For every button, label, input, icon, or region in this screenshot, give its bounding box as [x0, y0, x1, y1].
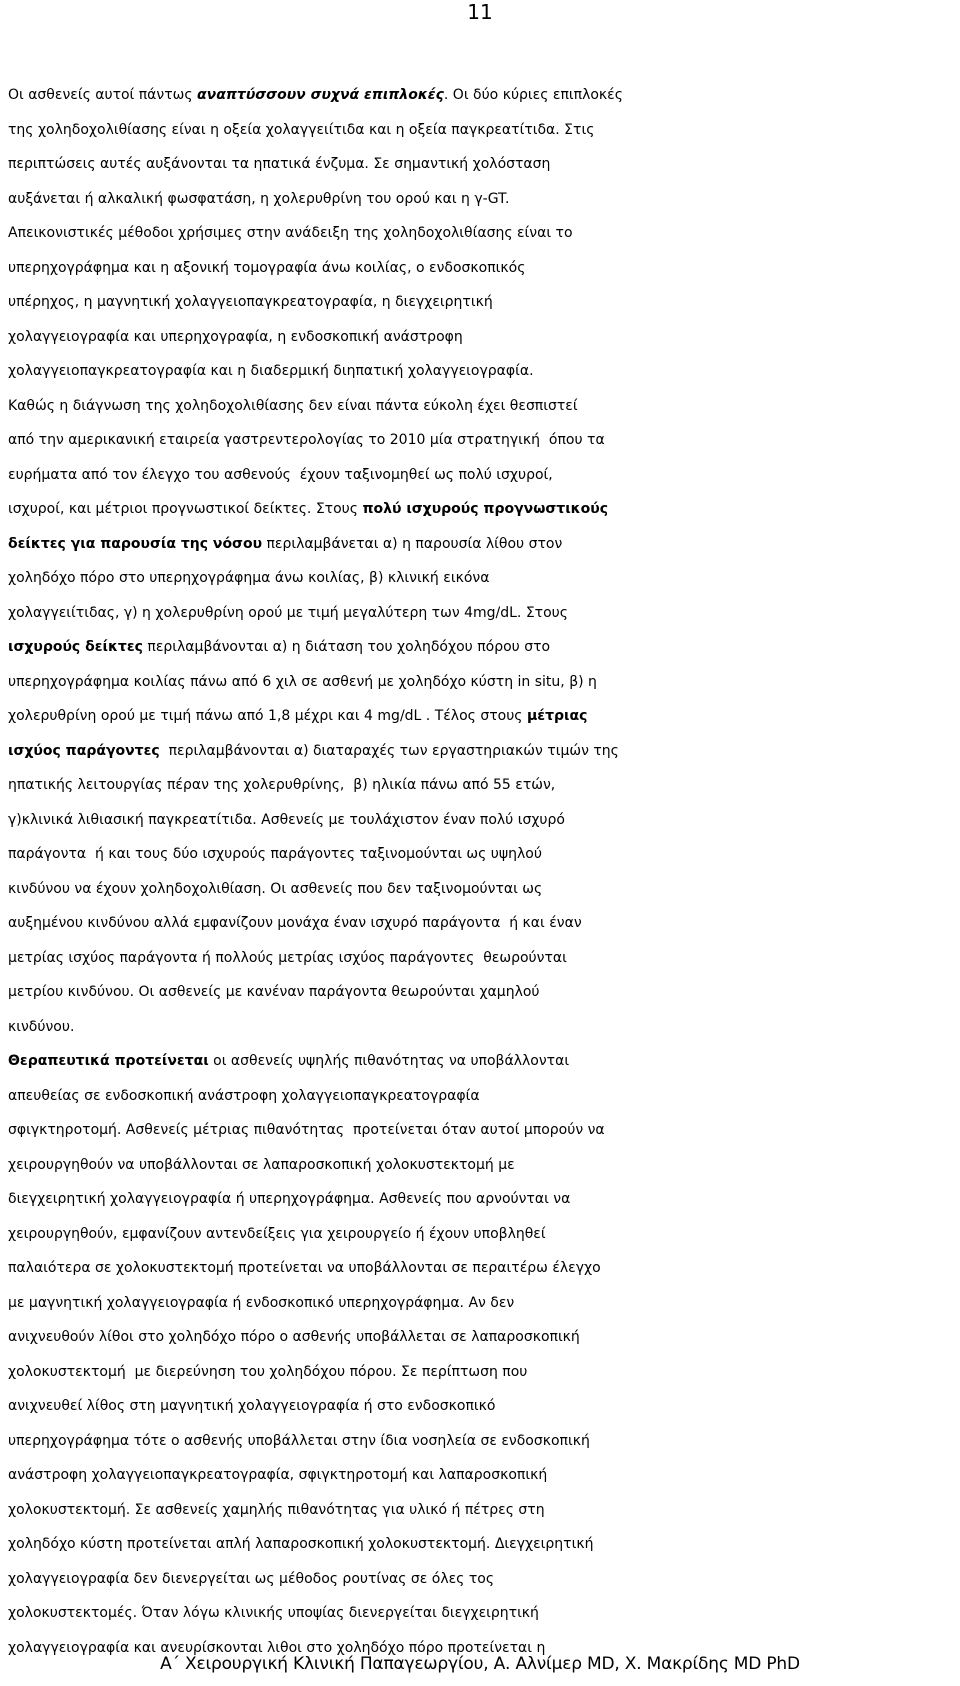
text-segment: κινδύνου να έχουν χοληδοχολιθίαση. Οι ασθενείς που δεν ταξινομούνται ως — [8, 880, 543, 897]
emphasized-text: αναπτύσσουν συχνά επιπλοκές — [197, 87, 444, 103]
text-line — [8, 1148, 960, 1183]
text-line — [8, 803, 960, 838]
text-segment: χολαγγειογραφία δεν διενεργείται ως μέθοδος ρουτίνας σε όλες τος — [8, 1570, 495, 1587]
text-segment: της χοληδοχολιθίασης είναι η οξεία χολαγγειίτιδα και η οξεία παγκρεατίτιδα. Στις — [8, 121, 595, 138]
text-line — [8, 699, 960, 734]
text-segment: χολαγγειοπαγκρεατογραφία και η διαδερμική διηπατική χολαγγειογραφία. — [8, 363, 534, 379]
text-segment: αυξάνεται ή αλκαλική φωσφατάση, η χολερυθρίνη του ορού και η γ-GT. — [8, 190, 510, 207]
text-line — [8, 527, 960, 562]
text-segment: χοληδόχο πόρο στο υπερηχογράφημα άνω κοιλίας, β) κλινική εικόνα — [8, 570, 490, 586]
text-line — [8, 630, 960, 665]
text-line — [8, 1493, 960, 1528]
text-segment: διεγχειρητική χολαγγειογραφία ή υπερηχογράφημα. Ασθενείς που αρνούνται να — [8, 1191, 571, 1207]
text-segment: Απεικονιστικές μέθοδοι χρήσιμες στην ανάδειξη της χοληδοχολιθίασης είναι το — [8, 225, 573, 241]
text-segment: παλαιότερα σε χολοκυστεκτομή προτείνεται να υποβάλλονται σε περαιτέρω έλεγχο — [8, 1260, 601, 1276]
text-line — [8, 1113, 960, 1148]
text-line — [8, 389, 960, 424]
text-line — [8, 251, 960, 286]
text-segment: με μαγνητική χολαγγειογραφία ή ενδοσκοπικό υπερηχογράφημα. Αν δεν — [8, 1294, 515, 1311]
text-line — [8, 1596, 960, 1631]
page-number: 11 — [467, 0, 493, 24]
text-line — [8, 182, 960, 217]
emphasized-text: Θεραπευτικά προτείνεται — [8, 1053, 209, 1069]
text-segment: περιπτώσεις αυτές αυξάνονται τα ηπατικά ένζυμα. Σε σημαντική χολόσταση — [8, 156, 551, 172]
text-segment: κινδύνου. — [8, 1018, 75, 1035]
text-line — [8, 113, 960, 148]
text-segment: χολαγγειογραφία και ανευρίσκονται λιθοι στο χοληδόχο πόρο προτείνεται η — [8, 1639, 546, 1656]
emphasized-text: μέτριας — [526, 708, 588, 724]
text-line — [8, 1286, 960, 1321]
text-line — [8, 1217, 960, 1252]
text-line — [8, 1010, 960, 1045]
text-line — [8, 78, 960, 113]
text-line — [8, 1424, 960, 1459]
text-segment: χολοκυστεκτομή με διερεύνηση του χοληδόχου πόρου. Σε περίπτωση που — [8, 1363, 528, 1380]
text-line — [8, 1389, 960, 1424]
text-line — [8, 354, 960, 389]
text-line — [8, 1182, 960, 1217]
text-line — [8, 1320, 960, 1355]
text-line — [8, 216, 960, 251]
text-line — [8, 285, 960, 320]
text-line — [8, 872, 960, 907]
text-segment: Οι ασθενείς αυτοί πάντως — [8, 87, 198, 103]
text-segment: ανάστροφη χολαγγειοπαγκρεατογραφία, σφιγκτηροτομή και λαπαροσκοπική — [8, 1467, 548, 1483]
text-segment: μετρίου κινδύνου. Οι ασθενείς με κανέναν παράγοντα θεωρούνται χαμηλού — [8, 984, 540, 1000]
text-line — [8, 492, 960, 527]
text-segment: ανιχνευθούν λίθοι στο χοληδόχο πόρο ο ασθενής υποβάλλεται σε λαπαροσκοπική — [8, 1329, 580, 1345]
text-line — [8, 458, 960, 493]
text-line — [8, 1079, 960, 1114]
text-segment: οι ασθενείς υψηλής πιθανότητας να υποβάλλονται — [208, 1053, 570, 1069]
text-line — [8, 1251, 960, 1286]
text-segment: σφιγκτηροτομή. Ασθενείς μέτριας πιθανότητας προτείνεται όταν αυτοί μπορούν να — [8, 1122, 605, 1138]
text-segment: χολοκυστεκτομή. Σε ασθενείς χαμηλής πιθανότητας για υλικό ή πέτρες στη — [8, 1501, 545, 1518]
text-segment: αυξημένου κινδύνου αλλά εμφανίζουν μονάχα έναν ισχυρό παράγοντα ή και έναν — [8, 915, 582, 931]
text-segment: υπερηχογράφημα τότε ο ασθενής υποβάλλεται στην ίδια νοσηλεία σε ενδοσκοπική — [8, 1432, 590, 1449]
text-line — [8, 975, 960, 1010]
text-line — [8, 837, 960, 872]
text-segment: περιλαμβάνονται α) η διάταση του χοληδόχου πόρου στο — [142, 639, 551, 655]
text-line — [8, 1458, 960, 1493]
text-segment: χοληδόχο κύστη προτείνεται απλή λαπαροσκοπική χολοκυστεκτομή. Διεγχειρητική — [8, 1536, 594, 1552]
text-line — [8, 596, 960, 631]
text-line — [8, 1562, 960, 1597]
text-segment: Καθώς η διάγνωση της χοληδοχολιθίασης δεν είναι πάντα εύκολη έχει θεσπιστεί — [8, 397, 578, 414]
emphasized-text: πολύ ισχυρούς προγνωστικούς — [362, 501, 608, 517]
text-line — [8, 1044, 960, 1079]
text-segment: χολοκυστεκτομές. Όταν λόγω κλινικής υποψίας διενεργείται διεγχειρητική — [8, 1605, 539, 1621]
document-body — [8, 78, 960, 1665]
text-segment: ισχυροί, και μέτριοι προγνωστικοί δείκτες. Στους — [8, 501, 363, 517]
text-line — [8, 665, 960, 700]
text-line — [8, 147, 960, 182]
text-segment: απευθείας σε ενδοσκοπική ανάστροφη χολαγγειοπαγκρεατογραφία — [8, 1087, 480, 1104]
text-line — [8, 941, 960, 976]
text-segment: γ)κλινικά λιθιασική παγκρεατίτιδα. Ασθενείς με τουλάχιστον έναν πολύ ισχυρό — [8, 811, 565, 828]
page-footer: Α΄ Χειρουργική Κλινική Παπαγεωργίου, Α. Αλνίμερ MD, Χ. Μακρίδης MD PhD — [160, 1654, 800, 1674]
text-line — [8, 320, 960, 355]
text-segment: υπερηχογράφημα κοιλίας πάνω από 6 χιλ σε ασθενή με χοληδόχο κύστη in situ, β) η — [8, 673, 597, 690]
text-line — [8, 423, 960, 458]
text-segment: ηπατικής λειτουργίας πέραν της χολερυθρίνης, β) ηλικία πάνω από 55 ετών, — [8, 777, 556, 793]
text-line — [8, 734, 960, 769]
text-line — [8, 1355, 960, 1390]
text-segment: ανιχνευθεί λίθος στη μαγνητική χολαγγειογραφία ή στο ενδοσκοπικό — [8, 1398, 496, 1414]
text-segment: . Οι δύο κύριες επιπλοκές — [443, 87, 623, 103]
text-segment: μετρίας ισχύος παράγοντα ή πολλούς μετρίας ισχύος παράγοντες θεωρούνται — [8, 949, 567, 966]
text-line — [8, 561, 960, 596]
text-line — [8, 906, 960, 941]
emphasized-text: ισχύος παράγοντες — [8, 742, 160, 759]
text-segment: ευρήματα από τον έλεγχο του ασθενούς έχουν ταξινομηθεί ως πολύ ισχυροί, — [8, 466, 553, 483]
text-segment: χειρουργηθούν να υποβάλλονται σε λαπαροσκοπική χολοκυστεκτομή με — [8, 1156, 515, 1173]
text-segment: περιλαμβάνεται α) η παρουσία λίθου στον — [262, 535, 563, 552]
text-segment: χολαγγειίτιδας, γ) η χολερυθρίνη ορού με τιμή μεγαλύτερη των 4mg/dL. Στους — [8, 604, 568, 621]
emphasized-text: δείκτες για παρουσία της νόσου — [8, 535, 263, 552]
text-segment: χειρουργηθούν, εμφανίζουν αντενδείξεις για χειρουργείο ή έχουν υποβληθεί — [8, 1225, 546, 1242]
text-segment: παράγοντα ή και τους δύο ισχυρούς παράγοντες ταξινομούνται ως υψηλού — [8, 846, 542, 862]
text-segment: χολαγγειογραφία και υπερηχογραφία, η ενδοσκοπική ανάστροφη — [8, 328, 463, 345]
text-line — [8, 1527, 960, 1562]
emphasized-text: ισχυρούς δείκτες — [8, 639, 143, 655]
text-segment: περιλαμβάνονται α) διαταραχές των εργαστηριακών τιμών της — [159, 742, 619, 759]
text-segment: υπέρηχος, η μαγνητική χολαγγειοπαγκρεατογραφία, η διεγχειρητική — [8, 294, 493, 310]
text-line — [8, 768, 960, 803]
text-segment: χολερυθρίνη ορού με τιμή πάνω από 1,8 μέχρι και 4 mg/dL . Τέλος στους — [8, 708, 527, 724]
text-segment: υπερηχογράφημα και η αξονική τομογραφία άνω κοιλίας, ο ενδοσκοπικός — [8, 259, 526, 276]
text-segment: από την αμερικανική εταιρεία γαστρεντερολογίας το 2010 μία στρατηγική όπου τα — [8, 432, 605, 448]
